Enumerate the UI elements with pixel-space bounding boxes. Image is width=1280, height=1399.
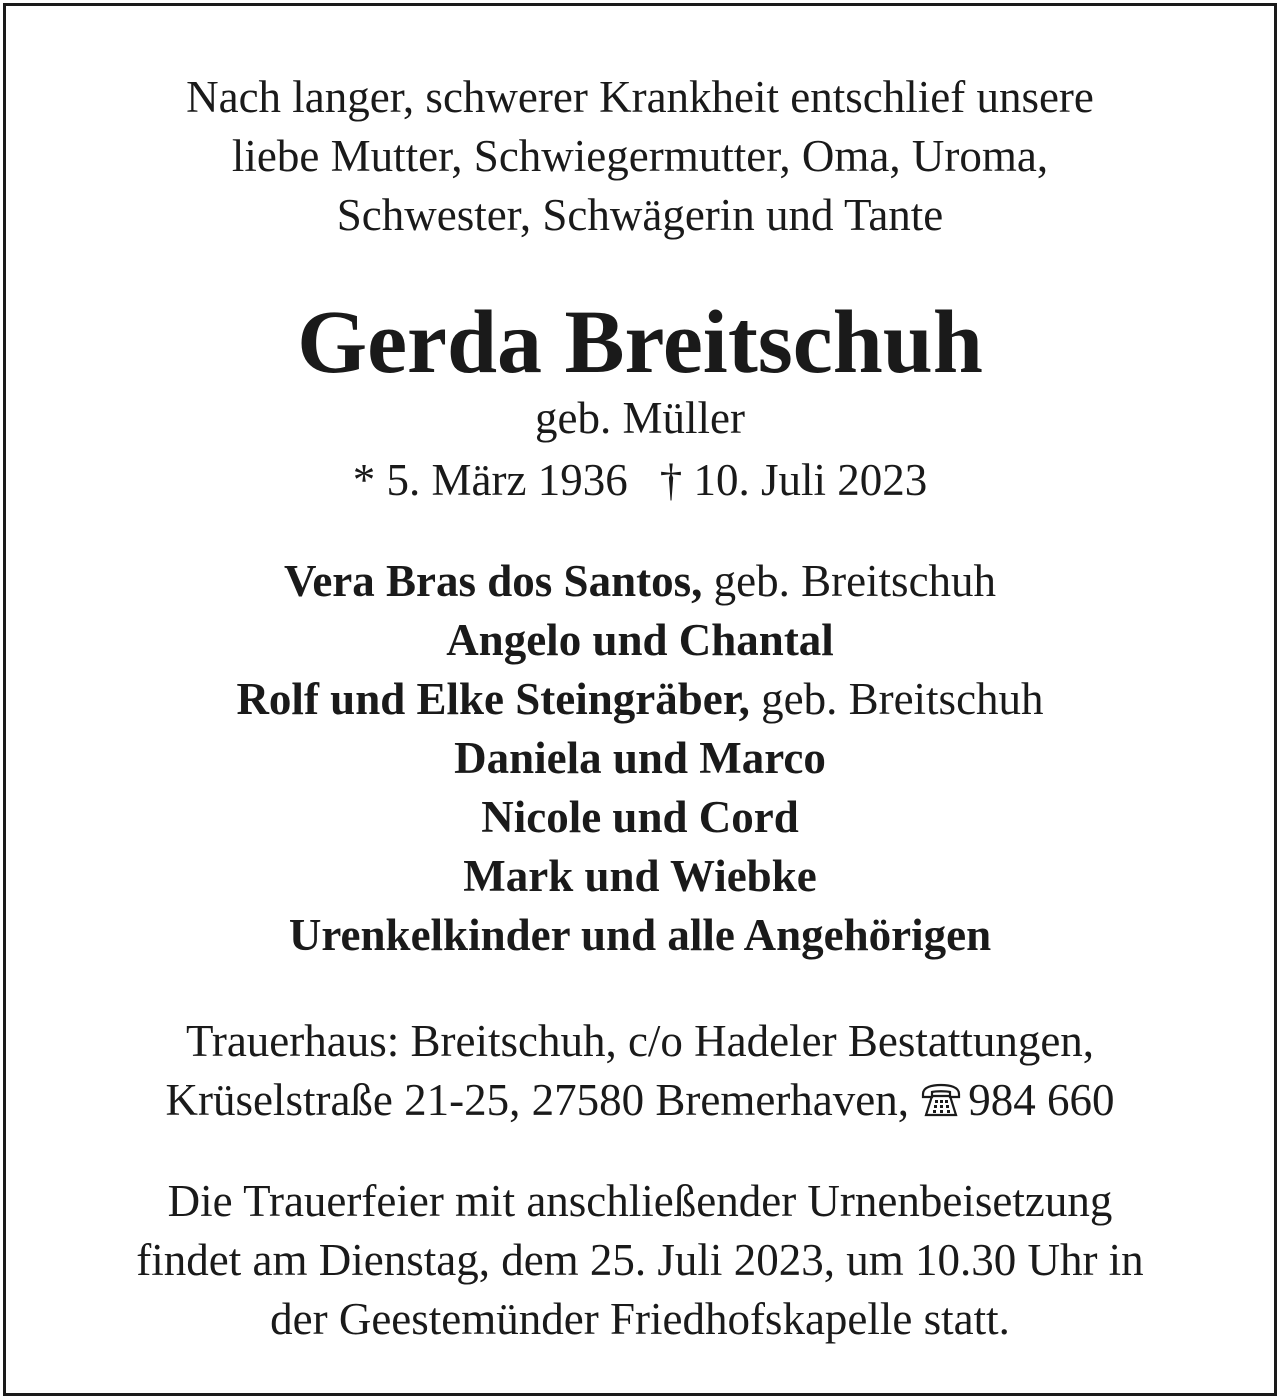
- life-dates: [6, 450, 1274, 510]
- mourner-row: [6, 670, 1274, 729]
- mourner-row: [6, 611, 1274, 670]
- deceased-name: Gerda Breitschuh: [297, 293, 983, 392]
- service-line: der Geestemünder Friedhofskapelle statt.: [270, 1294, 1010, 1344]
- birth-date: * 5. März 1936: [352, 455, 628, 505]
- mourner-note: geb. Breitschuh: [702, 556, 997, 606]
- intro-line: liebe Mutter, Schwiegermutter, Oma, Uroma,: [231, 131, 1049, 181]
- mourner-name: Nicole und Cord: [481, 792, 799, 842]
- telephone-icon: [920, 1082, 962, 1118]
- mourner-row: [6, 552, 1274, 611]
- house-address: Krüselstraße 21-25, 27580 Bremerhaven,: [165, 1075, 910, 1125]
- intro-text: [6, 68, 1274, 245]
- house-address-line: [6, 1071, 1274, 1130]
- mourner-note: geb. Breitschuh: [749, 674, 1044, 724]
- mourners-list: [6, 552, 1274, 965]
- mourner-name: Daniela und Marco: [454, 733, 826, 783]
- mourner-name: Rolf und Elke Steingräber,: [236, 674, 750, 724]
- mourning-house: [6, 1012, 1274, 1130]
- house-line: Trauerhaus: Breitschuh, c/o Hadeler Bestattungen,: [185, 1016, 1095, 1066]
- mourner-name: Urenkelkinder und alle Angehörigen: [288, 910, 992, 960]
- mourner-row: [6, 906, 1274, 965]
- mourner-name: Angelo und Chantal: [446, 615, 834, 665]
- mourner-name: Vera Bras dos Santos,: [283, 556, 703, 606]
- obituary-frame: [3, 3, 1277, 1396]
- obituary-notice: [6, 6, 1274, 1393]
- service-line: Die Trauerfeier mit anschließender Urnenbeisetzung: [167, 1176, 1113, 1226]
- mourner-row: [6, 788, 1274, 847]
- funeral-service-text: [6, 1172, 1274, 1349]
- mourner-row: [6, 847, 1274, 906]
- birth-name: geb. Müller: [535, 393, 745, 443]
- mourner-name: Mark und Wiebke: [463, 851, 817, 901]
- service-line: findet am Dienstag, dem 25. Juli 2023, um 10.30 Uhr in: [136, 1235, 1144, 1285]
- intro-line: Schwester, Schwägerin und Tante: [336, 190, 944, 240]
- phone-number: 984 660: [968, 1075, 1115, 1125]
- death-date: † 10. Juli 2023: [659, 455, 928, 505]
- mourner-row: [6, 729, 1274, 788]
- intro-line: Nach langer, schwerer Krankheit entschlief unsere: [186, 72, 1094, 122]
